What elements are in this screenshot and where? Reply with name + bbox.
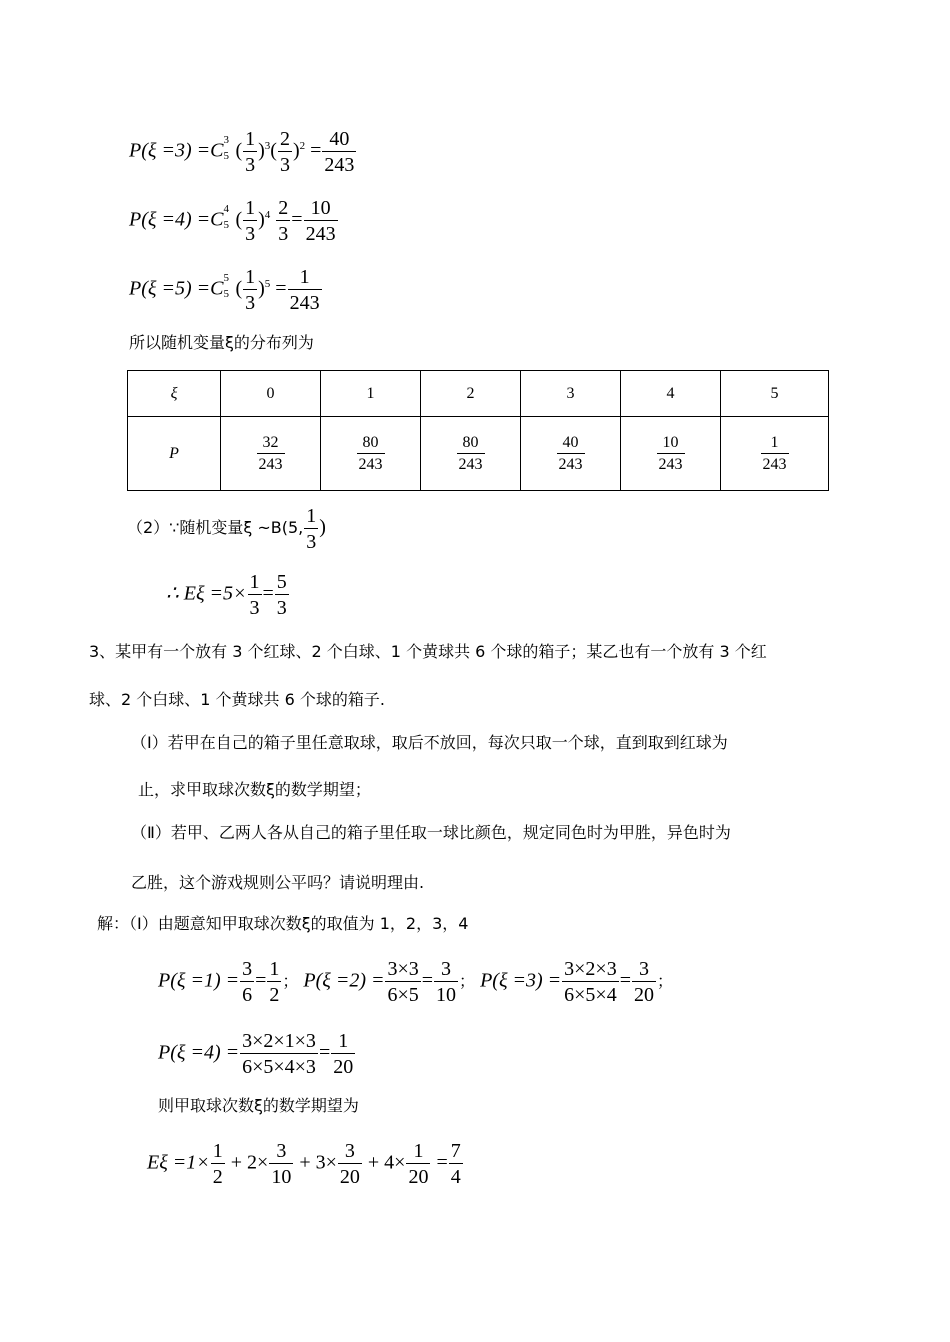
sol-expectation-row	[147, 1140, 464, 1188]
denominator: 20	[339, 1166, 360, 1188]
value-cell: 4	[621, 371, 721, 417]
equals: =	[318, 1041, 331, 1064]
exponent: 5	[264, 277, 271, 290]
term: + 2×	[230, 1151, 269, 1174]
numerator: 1	[212, 1140, 223, 1162]
numerator: 1	[249, 571, 260, 593]
separator: ；	[657, 971, 674, 991]
fraction	[276, 197, 290, 245]
fraction	[243, 128, 257, 176]
denominator: 20	[408, 1166, 429, 1188]
row-label-xi: ξ	[128, 371, 221, 417]
denominator: 243	[289, 292, 320, 314]
exponent: 4	[264, 208, 271, 221]
denominator: 243	[762, 455, 787, 473]
denominator: 2	[212, 1166, 223, 1188]
expectation-intro: 则甲取球次数ξ的数学期望为	[158, 1096, 359, 1115]
equals: =	[262, 582, 274, 605]
numerator: 10	[657, 434, 685, 454]
denominator: 10	[271, 1166, 292, 1188]
combination-indices	[223, 203, 235, 231]
fraction	[385, 958, 420, 1006]
denominator: 2	[269, 984, 280, 1006]
fraction	[632, 958, 656, 1006]
prob-cell	[421, 417, 521, 491]
numerator: 3	[338, 1140, 362, 1164]
numerator: 5	[276, 571, 287, 593]
numerator: 40	[322, 128, 356, 152]
prob-cell	[221, 417, 321, 491]
eq-p4-lhs: P(ξ =4) =	[129, 208, 211, 231]
numerator: 80	[357, 434, 385, 454]
sol-p4-row	[158, 1030, 356, 1078]
numerator: 40	[557, 434, 585, 454]
row-label-p: P	[128, 417, 221, 491]
numerator: 3×2×3	[564, 958, 617, 980]
numerator: 1	[306, 505, 317, 527]
fraction	[304, 505, 318, 553]
combination-indices	[223, 134, 235, 162]
denominator: 243	[324, 154, 355, 176]
exp-prefix: ∴ Eξ =5×	[166, 582, 247, 605]
q3-i-line2: 止，求甲取球次数ξ的数学期望；	[138, 780, 371, 799]
prob-cell	[621, 417, 721, 491]
numerator: 10	[304, 197, 338, 221]
numerator: 1	[406, 1140, 430, 1164]
denominator: 3	[306, 531, 317, 553]
numerator: 3	[242, 958, 253, 980]
fraction	[269, 1140, 293, 1188]
comb-sup: 3	[223, 134, 229, 146]
sol-probs-row	[158, 958, 673, 1006]
equals: =	[421, 969, 434, 992]
fraction	[406, 1140, 430, 1188]
fraction	[562, 958, 619, 1006]
separator: ；	[459, 971, 476, 991]
paren-close: )	[319, 515, 326, 538]
exponent: 3	[264, 139, 271, 152]
denominator: 6	[242, 984, 253, 1006]
numerator: 32	[257, 434, 285, 454]
prob-cell	[721, 417, 829, 491]
fraction	[211, 1140, 225, 1188]
denominator: 6×5×4×3	[242, 1056, 316, 1078]
distribution-table	[127, 370, 829, 491]
numerator: 2	[279, 128, 290, 150]
equals: =	[310, 139, 322, 162]
denominator: 3	[278, 223, 289, 245]
denominator: 20	[333, 1056, 354, 1078]
numerator: 1	[245, 197, 256, 219]
combination-symbol: C	[210, 139, 224, 162]
eq-p3-lhs: P(ξ =3) =	[129, 139, 211, 162]
fraction	[267, 958, 281, 1006]
combination-indices	[223, 272, 235, 300]
numerator: 3	[632, 958, 656, 982]
result-fraction	[275, 571, 289, 619]
comb-sub: 5	[223, 219, 229, 231]
result-fraction	[449, 1140, 463, 1188]
result-fraction	[322, 128, 356, 176]
numerator: 1	[331, 1030, 355, 1054]
fraction	[278, 128, 292, 176]
eq-p5-lhs: P(ξ =5) =	[129, 277, 211, 300]
combination-symbol: C	[210, 208, 224, 231]
solution-intro: 解：（Ⅰ）由题意知甲取球次数ξ的取值为 1，2，3，4	[97, 914, 469, 933]
denominator: 243	[305, 223, 336, 245]
sol-e-lhs: Eξ =1×	[147, 1151, 210, 1174]
q3-i-line1: （Ⅰ）若甲在自己的箱子里任意取球，取后不放回，每次只取一个球，直到取到红球为	[131, 733, 728, 752]
separator: ；	[282, 971, 299, 991]
equals: =	[275, 277, 287, 300]
prob-cell	[521, 417, 621, 491]
denominator: 3	[245, 154, 256, 176]
denominator: 3	[249, 597, 260, 619]
denominator: 3	[245, 223, 256, 245]
combination-symbol: C	[210, 277, 224, 300]
numerator: 3×3	[387, 958, 419, 980]
numerator: 7	[450, 1140, 461, 1162]
sol-d-lhs: P(ξ =4) =	[158, 1041, 240, 1064]
value-cell: 5	[721, 371, 829, 417]
part2-line	[127, 505, 326, 553]
eq-p5: P(ξ =5) =C 5 5 ( $\frac{1}{3}$ )$^5$ = $\frac{1}{243}$	[129, 266, 320, 314]
sol-a-lhs: P(ξ =1) =	[158, 969, 240, 992]
denominator: 243	[258, 455, 283, 473]
numerator: 3	[269, 1140, 293, 1164]
prob-cell	[321, 417, 421, 491]
q3-ii-line1: （Ⅱ）若甲、乙两人各从自己的箱子里任取一球比颜色，规定同色时为甲胜，异色时为	[131, 823, 731, 842]
comb-sup: 5	[223, 272, 229, 284]
fraction	[243, 266, 257, 314]
value-cell: 0	[221, 371, 321, 417]
q3-line1: 3、某甲有一个放有 3 个红球、2 个白球、1 个黄球共 6 个球的箱子；某乙也有一个放有 3 个红	[89, 642, 767, 661]
denominator: 20	[634, 984, 654, 1006]
denominator: 4	[450, 1166, 461, 1188]
numerator: 3	[434, 958, 458, 982]
comb-sub: 5	[223, 288, 229, 300]
term: + 3×	[299, 1151, 337, 1174]
fraction	[243, 197, 257, 245]
fraction	[331, 1030, 355, 1078]
numerator: 1	[269, 958, 280, 980]
fraction	[240, 1030, 318, 1078]
denominator: 6×5	[387, 984, 419, 1006]
sol-c-lhs: P(ξ =3) =	[480, 969, 562, 992]
numerator: 1	[245, 128, 256, 150]
fraction	[434, 958, 458, 1006]
dist-intro: 所以随机变量ξ的分布列为	[129, 333, 314, 352]
value-cell: 1	[321, 371, 421, 417]
equals: =	[255, 969, 267, 992]
fraction	[338, 1140, 362, 1188]
denominator: 243	[358, 455, 383, 473]
comb-sup: 4	[223, 203, 229, 215]
numerator: 80	[457, 434, 485, 454]
eq-p3: P(ξ =3) =C 3 5 ( $\frac{1}{3}$ )$^3$( $\frac{2}{3}$ )$^2$ = $\frac{40}{243}$	[129, 128, 355, 176]
equals: =	[291, 208, 303, 231]
equals: =	[436, 1151, 448, 1174]
denominator: 3	[279, 154, 290, 176]
numerator: 3×2×1×3	[242, 1030, 316, 1052]
value-cell: 2	[421, 371, 521, 417]
denominator: 243	[658, 455, 683, 473]
eq-p4: P(ξ =4) =C 4 5 ( $\frac{1}{3}$ )$^4$ $\frac{2}{3}$ = $\frac{10}{243}$	[129, 197, 336, 245]
q3-ii-line2: 乙胜，这个游戏规则公平吗？请说明理由.	[131, 873, 425, 892]
term: + 4×	[367, 1151, 406, 1174]
numerator: 1	[245, 266, 256, 288]
equals: =	[619, 969, 631, 992]
table-row-values	[128, 371, 829, 417]
result-fraction	[304, 197, 338, 245]
numerator: 2	[278, 197, 289, 219]
denominator: 3	[245, 292, 256, 314]
part2-prefix: （2）∵随机变量ξ ~B(5,	[127, 517, 304, 537]
fraction	[240, 958, 254, 1006]
denominator: 10	[436, 984, 457, 1006]
q3-line2: 球、2 个白球、1 个黄球共 6 个球的箱子.	[89, 690, 385, 709]
value-cell: 3	[521, 371, 621, 417]
expectation-line	[166, 571, 290, 619]
sol-b-lhs: P(ξ =2) =	[303, 969, 385, 992]
exponent: 2	[299, 139, 306, 152]
denominator: 243	[558, 455, 583, 473]
denominator: 6×5×4	[564, 984, 617, 1006]
numerator: 1	[288, 266, 322, 290]
denominator: 243	[458, 455, 483, 473]
fraction	[248, 571, 262, 619]
comb-sub: 5	[223, 150, 229, 162]
table-row-probs	[128, 417, 829, 491]
denominator: 3	[276, 597, 287, 619]
result-fraction	[288, 266, 322, 314]
numerator: 1	[761, 434, 789, 454]
